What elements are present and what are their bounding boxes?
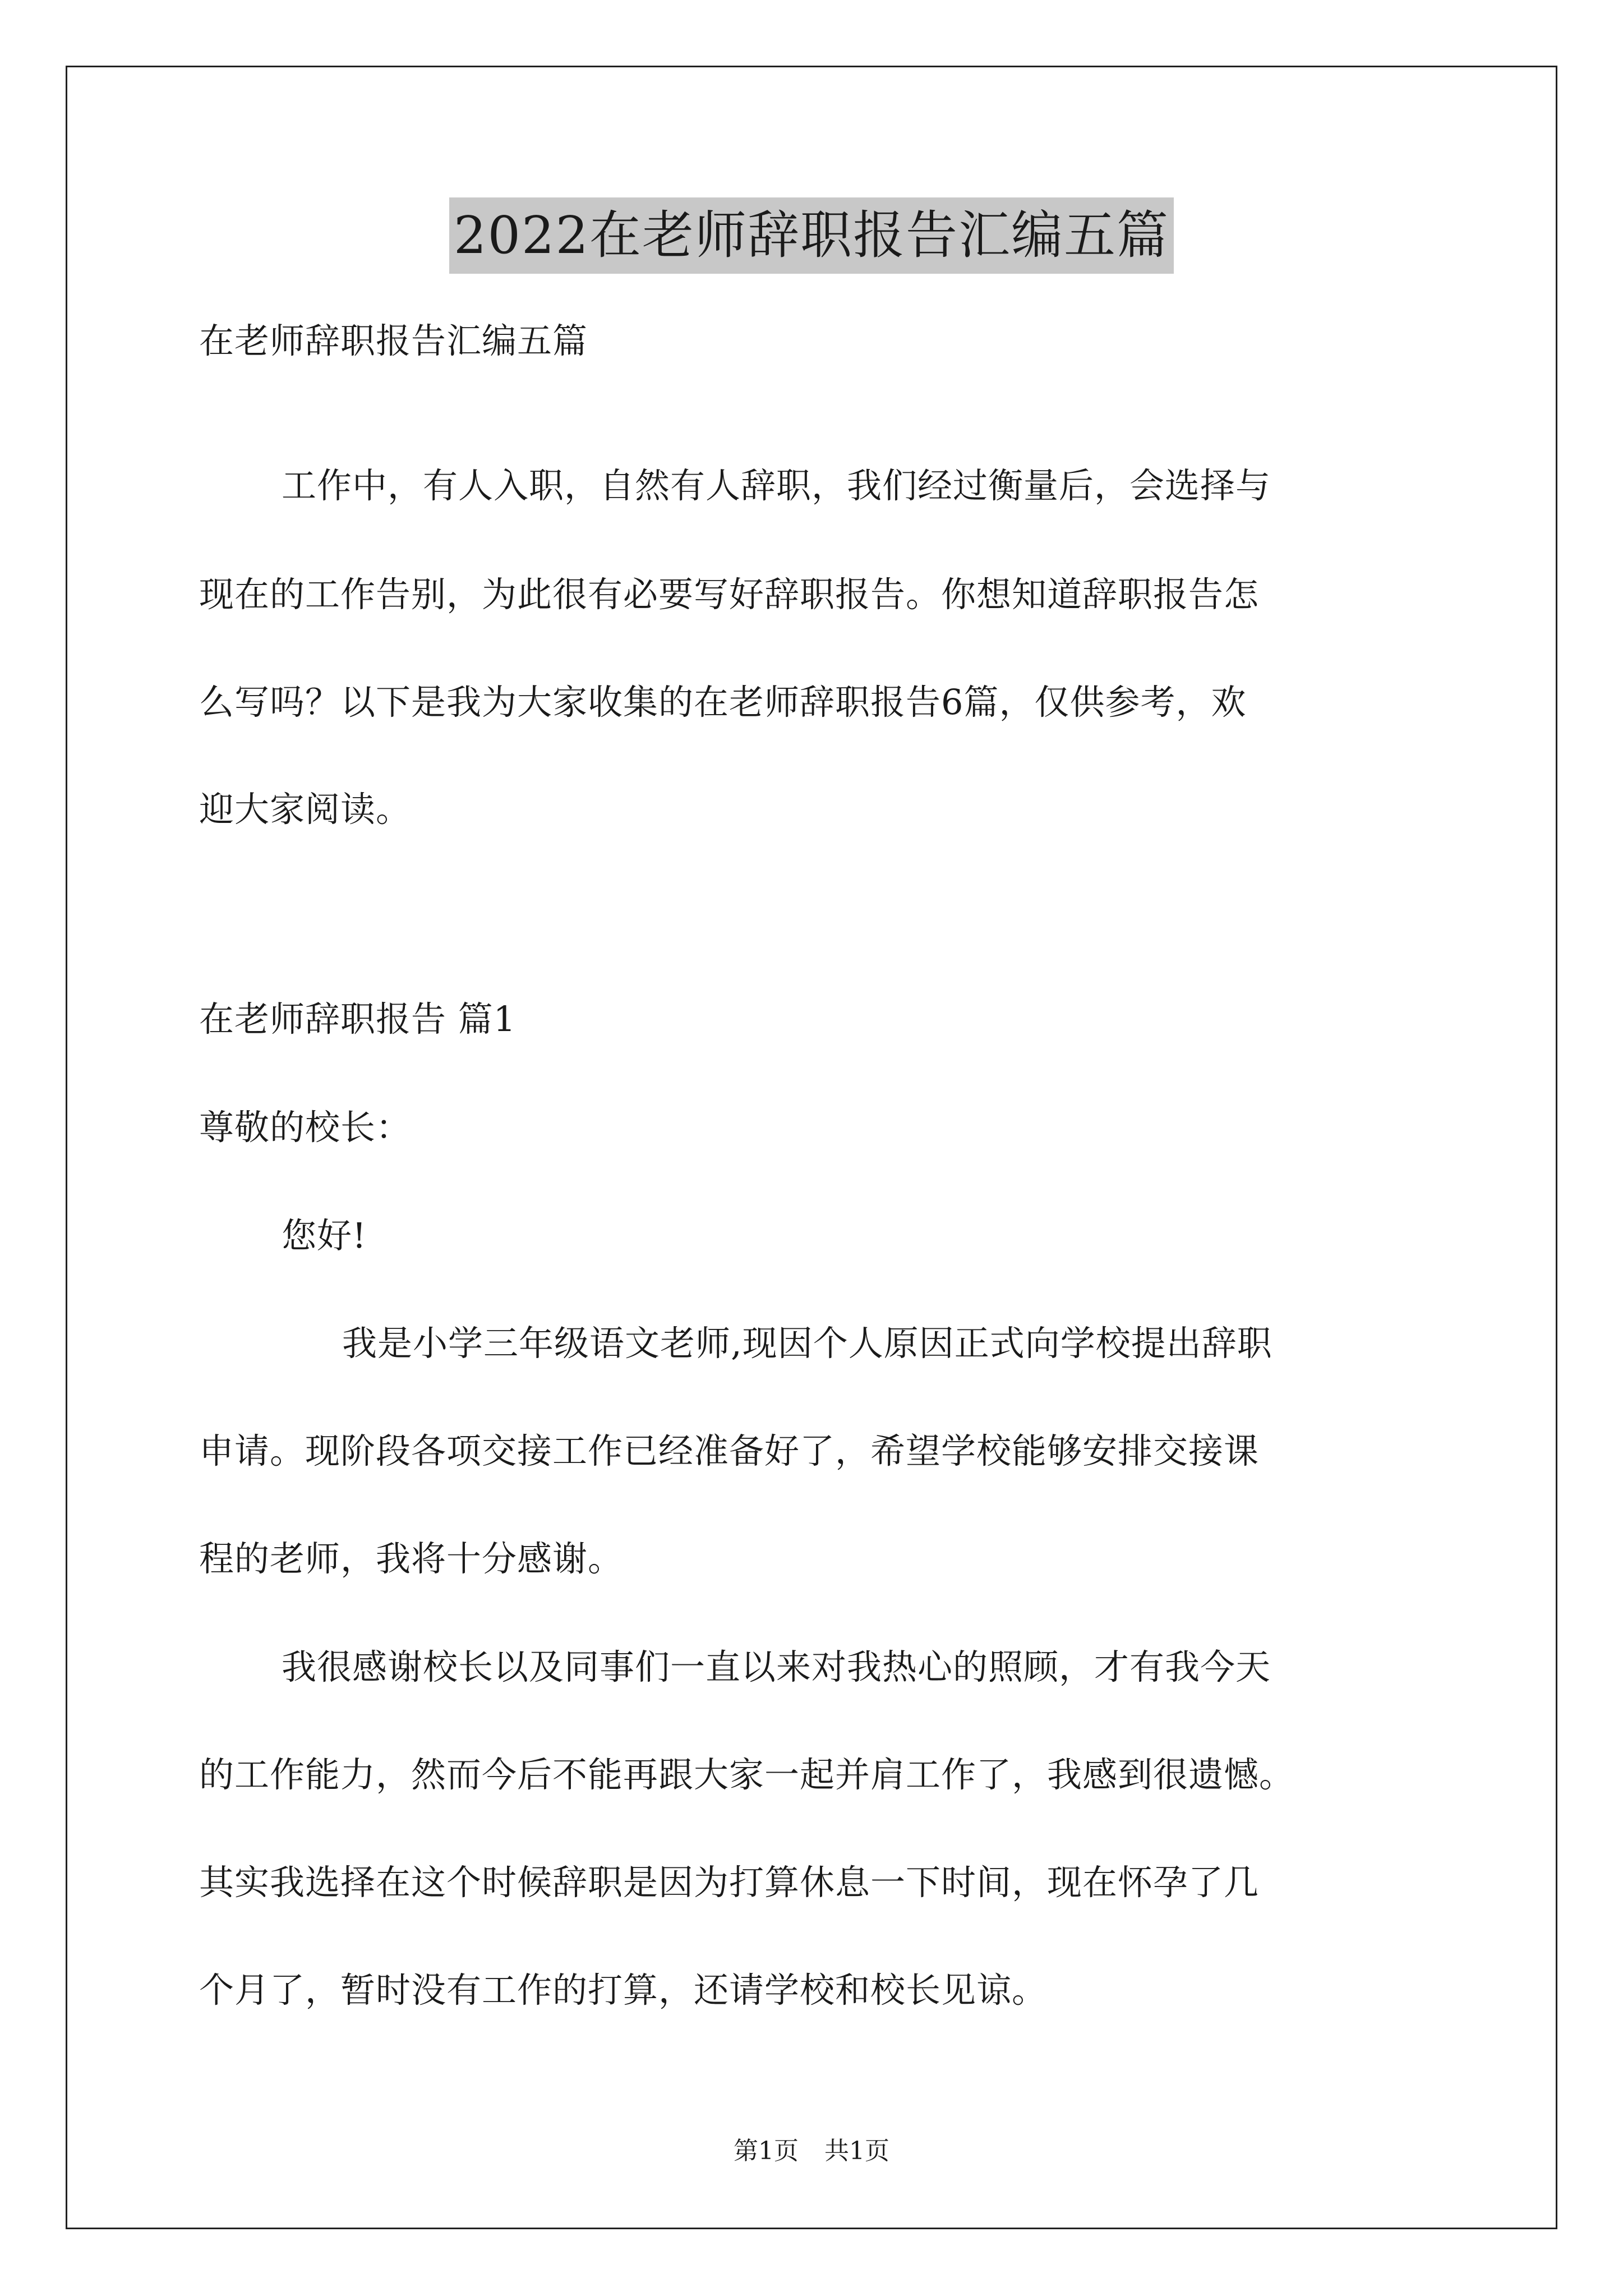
intro-line-2: 现在的工作告别，为此很有必要写好辞职报告。你想知道辞职报告怎 <box>199 574 1260 615</box>
paragraph-2-line-1: 我很感谢校长以及同事们一直以来对我热心的照顾，才有我今天 <box>282 1646 1271 1687</box>
document-title: 2022在老师辞职报告汇编五篇 <box>449 197 1174 274</box>
salutation: 尊敬的校长： <box>199 1107 412 1148</box>
title-container <box>0 197 1623 274</box>
intro-line-1: 工作中，有人入职，自然有人辞职，我们经过衡量后，会选择与 <box>282 465 1271 506</box>
paragraph-1-line-1: 我是小学三年级语文老师,现因个人原因正式向学校提出辞职 <box>342 1323 1272 1364</box>
document-subtitle: 在老师辞职报告汇编五篇 <box>199 320 588 361</box>
paragraph-2-line-4: 个月了，暂时没有工作的打算，还请学校和校长见谅。 <box>199 1970 1048 2010</box>
paragraph-1-line-2: 申请。现阶段各项交接工作已经准备好了，希望学校能够安排交接课 <box>199 1430 1260 1471</box>
intro-line-3: 么写吗？以下是我为大家收集的在老师辞职报告6篇，仅供参考，欢 <box>199 682 1247 723</box>
intro-line-4: 迎大家阅读。 <box>199 789 412 830</box>
page-number: 第1页 <box>734 2137 799 2165</box>
section-heading: 在老师辞职报告 篇1 <box>199 999 517 1039</box>
paragraph-2-line-2: 的工作能力，然而今后不能再跟大家一起并肩工作了，我感到很遗憾。 <box>199 1754 1295 1795</box>
paragraph-2-line-3: 其实我选择在这个时候辞职是因为打算休息一下时间，现在怀孕了几 <box>199 1862 1260 1903</box>
paragraph-1-line-3: 程的老师，我将十分感谢。 <box>199 1538 624 1579</box>
greeting: 您好! <box>282 1215 367 1256</box>
page-footer <box>0 2134 1623 2168</box>
page-total: 共1页 <box>824 2137 889 2165</box>
